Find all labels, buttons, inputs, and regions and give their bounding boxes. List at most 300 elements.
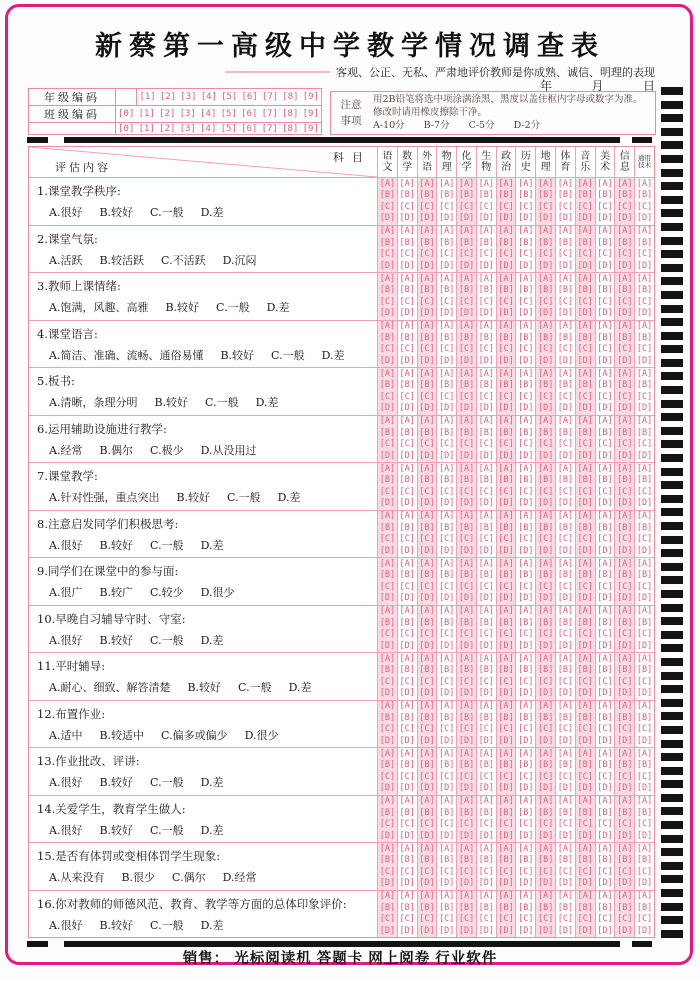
bubble-q1-数学-C[interactable]: [C] — [399, 201, 415, 212]
bubble-q15-数学-A[interactable]: [A] — [399, 843, 415, 854]
bubble-q5-历史-B[interactable]: [B] — [518, 380, 534, 391]
bubble-q13-信息-D[interactable]: [D] — [617, 783, 633, 794]
bubble-q5-信息-C[interactable]: [C] — [617, 391, 633, 402]
bubble-q15-外语-A[interactable]: [A] — [419, 843, 435, 854]
bubble-q9-地理-B[interactable]: [B] — [537, 570, 554, 581]
bubble-q9-历史-D[interactable]: [D] — [518, 593, 534, 604]
bubble-q3-生物-D[interactable]: [D] — [478, 308, 494, 319]
bubble-q12-美术-D[interactable]: [D] — [597, 735, 613, 746]
bubble-q8-历史-C[interactable]: [C] — [518, 534, 534, 545]
bubble-q6-政治-D[interactable]: [D] — [498, 450, 514, 461]
bubble-q7-数学-B[interactable]: [B] — [399, 475, 415, 486]
bubble-q12-物理-B[interactable]: [B] — [439, 712, 455, 723]
bubble-q10-语文-D[interactable]: [D] — [379, 640, 396, 651]
bubble-q10-美术-C[interactable]: [C] — [597, 629, 613, 640]
bubble-q3-地理-C[interactable]: [C] — [537, 296, 554, 307]
bubble-q3-信息-B[interactable]: [B] — [617, 285, 633, 296]
bubble-q7-音乐-B[interactable]: [B] — [577, 475, 593, 486]
bubble-q5-物理-A[interactable]: [A] — [439, 368, 455, 379]
bubble-q3-体育-D[interactable]: [D] — [557, 308, 574, 319]
bubble-q3-体育-C[interactable]: [C] — [557, 296, 574, 307]
bubble-q6-历史-A[interactable]: [A] — [518, 416, 534, 427]
bubble-q13-物理-D[interactable]: [D] — [439, 783, 455, 794]
bubble-q2-生物-D[interactable]: [D] — [478, 260, 494, 271]
bubble-q7-信息-D[interactable]: [D] — [617, 498, 633, 509]
bubble-q8-美术-D[interactable]: [D] — [597, 545, 613, 556]
bubble-q5-数学-C[interactable]: [C] — [399, 391, 415, 402]
grade-digit-9[interactable]: [9] — [302, 92, 319, 102]
bubble-q13-历史-B[interactable]: [B] — [518, 760, 534, 771]
bubble-q5-政治-A[interactable]: [A] — [498, 368, 514, 379]
bubble-q10-政治-A[interactable]: [A] — [498, 606, 514, 617]
bubble-q4-美术-C[interactable]: [C] — [597, 344, 613, 355]
bubble-q7-地理-D[interactable]: [D] — [537, 498, 554, 509]
bubble-q11-体育-B[interactable]: [B] — [557, 665, 574, 676]
bubble-q11-美术-C[interactable]: [C] — [597, 676, 613, 687]
bubble-q3-音乐-A[interactable]: [A] — [577, 273, 593, 284]
bubble-q5-历史-C[interactable]: [C] — [518, 391, 534, 402]
bubble-q7-历史-C[interactable]: [C] — [518, 486, 534, 497]
bubble-q4-历史-B[interactable]: [B] — [518, 332, 534, 343]
bubble-q11-政治-B[interactable]: [B] — [498, 665, 514, 676]
bubble-q11-化学-C[interactable]: [C] — [458, 676, 475, 687]
bubble-q3-语文-B[interactable]: [B] — [379, 285, 396, 296]
bubble-q12-语文-B[interactable]: [B] — [379, 712, 396, 723]
bubble-q10-音乐-A[interactable]: [A] — [577, 606, 593, 617]
bubble-q8-物理-B[interactable]: [B] — [439, 522, 455, 533]
bubble-q13-政治-D[interactable]: [D] — [498, 783, 514, 794]
bubble-q10-体育-A[interactable]: [A] — [557, 606, 574, 617]
bubble-q8-体育-A[interactable]: [A] — [557, 511, 574, 522]
bubble-q3-地理-A[interactable]: [A] — [537, 273, 554, 284]
bubble-q6-政治-A[interactable]: [A] — [498, 416, 514, 427]
bubble-q7-外语-C[interactable]: [C] — [419, 486, 435, 497]
bubble-q2-音乐-C[interactable]: [C] — [577, 249, 593, 260]
bubble-q6-历史-B[interactable]: [B] — [518, 427, 534, 438]
bubble-q6-通用技术-A[interactable]: [A] — [636, 416, 653, 427]
bubble-q7-音乐-C[interactable]: [C] — [577, 486, 593, 497]
bubble-q12-地理-D[interactable]: [D] — [537, 735, 554, 746]
bubble-q16-物理-A[interactable]: [A] — [439, 891, 455, 902]
bubble-q6-美术-A[interactable]: [A] — [597, 416, 613, 427]
bubble-q5-信息-A[interactable]: [A] — [617, 368, 633, 379]
bubble-q9-美术-B[interactable]: [B] — [597, 570, 613, 581]
bubble-q9-音乐-D[interactable]: [D] — [577, 593, 593, 604]
bubble-q5-信息-D[interactable]: [D] — [617, 403, 633, 414]
class-digit-r1-6[interactable]: [6] — [241, 109, 258, 119]
bubble-q5-语文-C[interactable]: [C] — [379, 391, 396, 402]
bubble-q16-体育-C[interactable]: [C] — [557, 914, 574, 925]
bubble-q8-历史-A[interactable]: [A] — [518, 511, 534, 522]
bubble-q2-物理-B[interactable]: [B] — [439, 237, 455, 248]
bubble-q10-生物-C[interactable]: [C] — [478, 629, 494, 640]
bubble-q5-体育-D[interactable]: [D] — [557, 403, 574, 414]
bubble-q16-音乐-A[interactable]: [A] — [577, 891, 593, 902]
bubble-q8-历史-B[interactable]: [B] — [518, 522, 534, 533]
bubble-q12-信息-B[interactable]: [B] — [617, 712, 633, 723]
bubble-q15-数学-D[interactable]: [D] — [399, 878, 415, 889]
bubble-q7-外语-B[interactable]: [B] — [419, 475, 435, 486]
bubble-q13-体育-C[interactable]: [C] — [557, 771, 574, 782]
bubble-q14-生物-A[interactable]: [A] — [478, 796, 494, 807]
bubble-q7-体育-D[interactable]: [D] — [557, 498, 574, 509]
bubble-q11-信息-D[interactable]: [D] — [617, 688, 633, 699]
bubble-q8-数学-A[interactable]: [A] — [399, 511, 415, 522]
bubble-q5-政治-D[interactable]: [D] — [498, 403, 514, 414]
bubble-q9-数学-C[interactable]: [C] — [399, 581, 415, 592]
bubble-q5-外语-A[interactable]: [A] — [419, 368, 435, 379]
bubble-q9-外语-B[interactable]: [B] — [419, 570, 435, 581]
bubble-q1-信息-C[interactable]: [C] — [617, 201, 633, 212]
bubble-q2-语文-D[interactable]: [D] — [379, 260, 396, 271]
bubble-q3-历史-D[interactable]: [D] — [518, 308, 534, 319]
bubble-q12-化学-C[interactable]: [C] — [458, 724, 475, 735]
bubble-q13-美术-D[interactable]: [D] — [597, 783, 613, 794]
bubble-q1-美术-D[interactable]: [D] — [597, 213, 613, 224]
bubble-q2-语文-C[interactable]: [C] — [379, 249, 396, 260]
bubble-q3-体育-B[interactable]: [B] — [557, 285, 574, 296]
bubble-q13-生物-D[interactable]: [D] — [478, 783, 494, 794]
bubble-q11-物理-D[interactable]: [D] — [439, 688, 455, 699]
bubble-q2-历史-D[interactable]: [D] — [518, 260, 534, 271]
bubble-q4-数学-A[interactable]: [A] — [399, 321, 415, 332]
bubble-q1-信息-D[interactable]: [D] — [617, 213, 633, 224]
bubble-q12-体育-D[interactable]: [D] — [557, 735, 574, 746]
bubble-q3-体育-A[interactable]: [A] — [557, 273, 574, 284]
bubble-q8-地理-B[interactable]: [B] — [537, 522, 554, 533]
bubble-q13-外语-C[interactable]: [C] — [419, 771, 435, 782]
bubble-q12-政治-D[interactable]: [D] — [498, 735, 514, 746]
bubble-q7-生物-B[interactable]: [B] — [478, 475, 494, 486]
bubble-q2-体育-A[interactable]: [A] — [557, 226, 574, 237]
bubble-q16-生物-C[interactable]: [C] — [478, 914, 494, 925]
bubble-q16-政治-C[interactable]: [C] — [498, 914, 514, 925]
bubble-q6-美术-D[interactable]: [D] — [597, 450, 613, 461]
bubble-q3-历史-B[interactable]: [B] — [518, 285, 534, 296]
bubble-q15-化学-C[interactable]: [C] — [458, 866, 475, 877]
bubble-q12-体育-C[interactable]: [C] — [557, 724, 574, 735]
bubble-q12-音乐-C[interactable]: [C] — [577, 724, 593, 735]
bubble-q6-音乐-C[interactable]: [C] — [577, 439, 593, 450]
bubble-q14-通用技术-D[interactable]: [D] — [636, 830, 653, 841]
bubble-q8-政治-B[interactable]: [B] — [498, 522, 514, 533]
bubble-q16-生物-A[interactable]: [A] — [478, 891, 494, 902]
bubble-q12-语文-A[interactable]: [A] — [379, 701, 396, 712]
bubble-q15-物理-D[interactable]: [D] — [439, 878, 455, 889]
bubble-q5-历史-A[interactable]: [A] — [518, 368, 534, 379]
bubble-q7-物理-A[interactable]: [A] — [439, 463, 455, 474]
bubble-q10-物理-B[interactable]: [B] — [439, 617, 455, 628]
bubble-q6-历史-C[interactable]: [C] — [518, 439, 534, 450]
bubble-q13-物理-B[interactable]: [B] — [439, 760, 455, 771]
bubble-q12-历史-C[interactable]: [C] — [518, 724, 534, 735]
bubble-q2-体育-D[interactable]: [D] — [557, 260, 574, 271]
bubble-q13-地理-A[interactable]: [A] — [537, 748, 554, 759]
bubble-q5-音乐-A[interactable]: [A] — [577, 368, 593, 379]
bubble-q13-音乐-A[interactable]: [A] — [577, 748, 593, 759]
bubble-q7-语文-D[interactable]: [D] — [379, 498, 396, 509]
bubble-q14-音乐-A[interactable]: [A] — [577, 796, 593, 807]
bubble-q13-通用技术-C[interactable]: [C] — [636, 771, 653, 782]
bubble-q14-外语-B[interactable]: [B] — [419, 807, 435, 818]
bubble-q7-地理-B[interactable]: [B] — [537, 475, 554, 486]
bubble-q16-数学-B[interactable]: [B] — [399, 902, 415, 913]
bubble-q2-政治-D[interactable]: [D] — [498, 260, 514, 271]
bubble-q5-语文-B[interactable]: [B] — [379, 380, 396, 391]
bubble-q16-信息-B[interactable]: [B] — [617, 902, 633, 913]
bubble-q6-音乐-A[interactable]: [A] — [577, 416, 593, 427]
bubble-q9-生物-A[interactable]: [A] — [478, 558, 494, 569]
bubble-q3-美术-D[interactable]: [D] — [597, 308, 613, 319]
bubble-q14-美术-C[interactable]: [C] — [597, 819, 613, 830]
bubble-q15-信息-A[interactable]: [A] — [617, 843, 633, 854]
bubble-q14-物理-B[interactable]: [B] — [439, 807, 455, 818]
bubble-q15-历史-B[interactable]: [B] — [518, 855, 534, 866]
bubble-q12-信息-A[interactable]: [A] — [617, 701, 633, 712]
bubble-q14-地理-C[interactable]: [C] — [537, 819, 554, 830]
bubble-q6-数学-C[interactable]: [C] — [399, 439, 415, 450]
bubble-q7-生物-C[interactable]: [C] — [478, 486, 494, 497]
bubble-q12-地理-B[interactable]: [B] — [537, 712, 554, 723]
bubble-q16-音乐-D[interactable]: [D] — [577, 925, 593, 936]
class-digit-r2-3[interactable]: [3] — [179, 123, 196, 134]
grade-digit-5[interactable]: [5] — [221, 92, 238, 102]
bubble-q13-化学-C[interactable]: [C] — [458, 771, 475, 782]
bubble-q14-化学-C[interactable]: [C] — [458, 819, 475, 830]
bubble-q13-语文-B[interactable]: [B] — [379, 760, 396, 771]
class-digit-r2-7[interactable]: [7] — [261, 123, 278, 134]
bubble-q5-生物-D[interactable]: [D] — [478, 403, 494, 414]
bubble-q10-政治-B[interactable]: [B] — [498, 617, 514, 628]
bubble-q7-政治-A[interactable]: [A] — [498, 463, 514, 474]
bubble-q1-数学-A[interactable]: [A] — [399, 178, 415, 189]
bubble-q16-外语-C[interactable]: [C] — [419, 914, 435, 925]
bubble-q1-生物-C[interactable]: [C] — [478, 201, 494, 212]
bubble-q8-信息-A[interactable]: [A] — [617, 511, 633, 522]
bubble-q3-通用技术-B[interactable]: [B] — [636, 285, 653, 296]
bubble-q5-生物-C[interactable]: [C] — [478, 391, 494, 402]
bubble-q16-美术-C[interactable]: [C] — [597, 914, 613, 925]
bubble-q16-语文-A[interactable]: [A] — [379, 891, 396, 902]
bubble-q5-美术-B[interactable]: [B] — [597, 380, 613, 391]
bubble-q1-信息-B[interactable]: [B] — [617, 190, 633, 201]
bubble-q10-数学-B[interactable]: [B] — [399, 617, 415, 628]
bubble-q9-政治-D[interactable]: [D] — [498, 593, 514, 604]
bubble-q6-政治-B[interactable]: [B] — [498, 427, 514, 438]
bubble-q11-语文-B[interactable]: [B] — [379, 665, 396, 676]
bubble-q13-通用技术-A[interactable]: [A] — [636, 748, 653, 759]
bubble-q13-通用技术-D[interactable]: [D] — [636, 783, 653, 794]
bubble-q10-物理-A[interactable]: [A] — [439, 606, 455, 617]
bubble-q8-政治-C[interactable]: [C] — [498, 534, 514, 545]
grade-digit-8[interactable]: [8] — [282, 92, 299, 102]
bubble-q8-地理-C[interactable]: [C] — [537, 534, 554, 545]
bubble-q10-体育-C[interactable]: [C] — [557, 629, 574, 640]
bubble-q11-地理-A[interactable]: [A] — [537, 653, 554, 664]
bubble-q2-物理-D[interactable]: [D] — [439, 260, 455, 271]
bubble-q9-通用技术-C[interactable]: [C] — [636, 581, 653, 592]
bubble-q16-语文-C[interactable]: [C] — [379, 914, 396, 925]
bubble-q8-信息-D[interactable]: [D] — [617, 545, 633, 556]
bubble-q5-物理-C[interactable]: [C] — [439, 391, 455, 402]
bubble-q9-数学-B[interactable]: [B] — [399, 570, 415, 581]
bubble-q15-信息-B[interactable]: [B] — [617, 855, 633, 866]
bubble-q8-通用技术-A[interactable]: [A] — [636, 511, 653, 522]
bubble-q12-数学-A[interactable]: [A] — [399, 701, 415, 712]
bubble-q15-地理-A[interactable]: [A] — [537, 843, 554, 854]
bubble-q7-化学-D[interactable]: [D] — [458, 498, 475, 509]
bubble-q15-通用技术-C[interactable]: [C] — [636, 866, 653, 877]
bubble-q8-外语-C[interactable]: [C] — [419, 534, 435, 545]
bubble-q15-体育-D[interactable]: [D] — [557, 878, 574, 889]
bubble-q4-政治-C[interactable]: [C] — [498, 344, 514, 355]
bubble-q13-语文-A[interactable]: [A] — [379, 748, 396, 759]
bubble-q4-外语-C[interactable]: [C] — [419, 344, 435, 355]
bubble-q3-数学-D[interactable]: [D] — [399, 308, 415, 319]
bubble-q6-信息-A[interactable]: [A] — [617, 416, 633, 427]
bubble-q1-外语-D[interactable]: [D] — [419, 213, 435, 224]
bubble-q9-语文-D[interactable]: [D] — [379, 593, 396, 604]
bubble-q9-音乐-A[interactable]: [A] — [577, 558, 593, 569]
bubble-q10-美术-A[interactable]: [A] — [597, 606, 613, 617]
bubble-q14-体育-D[interactable]: [D] — [557, 830, 574, 841]
bubble-q1-政治-A[interactable]: [A] — [498, 178, 514, 189]
bubble-q11-信息-A[interactable]: [A] — [617, 653, 633, 664]
bubble-q15-通用技术-B[interactable]: [B] — [636, 855, 653, 866]
bubble-q16-地理-C[interactable]: [C] — [537, 914, 554, 925]
bubble-q2-通用技术-B[interactable]: [B] — [636, 237, 653, 248]
bubble-q13-地理-D[interactable]: [D] — [537, 783, 554, 794]
bubble-q2-物理-A[interactable]: [A] — [439, 226, 455, 237]
bubble-q9-物理-B[interactable]: [B] — [439, 570, 455, 581]
bubble-q5-地理-A[interactable]: [A] — [537, 368, 554, 379]
grade-digit-6[interactable]: [6] — [241, 92, 258, 102]
bubble-q15-通用技术-D[interactable]: [D] — [636, 878, 653, 889]
bubble-q14-体育-B[interactable]: [B] — [557, 807, 574, 818]
bubble-q13-信息-C[interactable]: [C] — [617, 771, 633, 782]
bubble-q4-政治-D[interactable]: [D] — [498, 355, 514, 366]
bubble-q11-化学-D[interactable]: [D] — [458, 688, 475, 699]
bubble-q14-体育-A[interactable]: [A] — [557, 796, 574, 807]
bubble-q14-美术-A[interactable]: [A] — [597, 796, 613, 807]
bubble-q9-信息-C[interactable]: [C] — [617, 581, 633, 592]
bubble-q9-生物-C[interactable]: [C] — [478, 581, 494, 592]
bubble-q2-音乐-A[interactable]: [A] — [577, 226, 593, 237]
bubble-q11-历史-A[interactable]: [A] — [518, 653, 534, 664]
bubble-q7-物理-D[interactable]: [D] — [439, 498, 455, 509]
class-digit-r1-4[interactable]: [4] — [200, 109, 217, 119]
bubble-q16-数学-D[interactable]: [D] — [399, 925, 415, 936]
bubble-q13-政治-C[interactable]: [C] — [498, 771, 514, 782]
bubble-q15-地理-C[interactable]: [C] — [537, 866, 554, 877]
bubble-q10-音乐-B[interactable]: [B] — [577, 617, 593, 628]
bubble-q11-数学-D[interactable]: [D] — [399, 688, 415, 699]
bubble-q6-物理-B[interactable]: [B] — [439, 427, 455, 438]
bubble-q7-外语-D[interactable]: [D] — [419, 498, 435, 509]
bubble-q2-政治-B[interactable]: [B] — [498, 237, 514, 248]
bubble-q10-信息-D[interactable]: [D] — [617, 640, 633, 651]
bubble-q10-美术-B[interactable]: [B] — [597, 617, 613, 628]
bubble-q5-外语-C[interactable]: [C] — [419, 391, 435, 402]
bubble-q2-语文-B[interactable]: [B] — [379, 237, 396, 248]
bubble-q8-通用技术-C[interactable]: [C] — [636, 534, 653, 545]
bubble-q10-语文-B[interactable]: [B] — [379, 617, 396, 628]
bubble-q9-历史-A[interactable]: [A] — [518, 558, 534, 569]
bubble-q15-生物-B[interactable]: [B] — [478, 855, 494, 866]
bubble-q5-体育-B[interactable]: [B] — [557, 380, 574, 391]
bubble-q7-地理-A[interactable]: [A] — [537, 463, 554, 474]
bubble-q16-数学-A[interactable]: [A] — [399, 891, 415, 902]
bubble-q9-物理-C[interactable]: [C] — [439, 581, 455, 592]
bubble-q12-历史-A[interactable]: [A] — [518, 701, 534, 712]
bubble-q14-地理-A[interactable]: [A] — [537, 796, 554, 807]
bubble-q6-政治-C[interactable]: [C] — [498, 439, 514, 450]
bubble-q11-化学-B[interactable]: [B] — [458, 665, 475, 676]
bubble-q14-音乐-B[interactable]: [B] — [577, 807, 593, 818]
bubble-q8-历史-D[interactable]: [D] — [518, 545, 534, 556]
bubble-q12-数学-D[interactable]: [D] — [399, 735, 415, 746]
bubble-q9-数学-A[interactable]: [A] — [399, 558, 415, 569]
bubble-q11-语文-A[interactable]: [A] — [379, 653, 396, 664]
bubble-q3-地理-B[interactable]: [B] — [537, 285, 554, 296]
class-digit-r2-1[interactable]: [1] — [138, 123, 155, 134]
bubble-q1-地理-D[interactable]: [D] — [537, 213, 554, 224]
bubble-q7-历史-D[interactable]: [D] — [518, 498, 534, 509]
bubble-q7-信息-B[interactable]: [B] — [617, 475, 633, 486]
bubble-q1-政治-C[interactable]: [C] — [498, 201, 514, 212]
bubble-q2-美术-A[interactable]: [A] — [597, 226, 613, 237]
bubble-q5-化学-A[interactable]: [A] — [458, 368, 475, 379]
bubble-q1-音乐-B[interactable]: [B] — [577, 190, 593, 201]
bubble-q4-音乐-D[interactable]: [D] — [577, 355, 593, 366]
bubble-q1-通用技术-A[interactable]: [A] — [636, 178, 653, 189]
bubble-q8-数学-D[interactable]: [D] — [399, 545, 415, 556]
bubble-q3-物理-D[interactable]: [D] — [439, 308, 455, 319]
class-digit-r1-3[interactable]: [3] — [179, 109, 196, 119]
bubble-q6-语文-C[interactable]: [C] — [379, 439, 396, 450]
bubble-q4-信息-A[interactable]: [A] — [617, 321, 633, 332]
bubble-q2-音乐-D[interactable]: [D] — [577, 260, 593, 271]
bubble-q14-美术-D[interactable]: [D] — [597, 830, 613, 841]
bubble-q5-体育-C[interactable]: [C] — [557, 391, 574, 402]
bubble-q14-语文-A[interactable]: [A] — [379, 796, 396, 807]
bubble-q15-物理-B[interactable]: [B] — [439, 855, 455, 866]
bubble-q11-音乐-D[interactable]: [D] — [577, 688, 593, 699]
bubble-q4-数学-D[interactable]: [D] — [399, 355, 415, 366]
bubble-q7-数学-D[interactable]: [D] — [399, 498, 415, 509]
bubble-q11-语文-C[interactable]: [C] — [379, 676, 396, 687]
bubble-q8-音乐-C[interactable]: [C] — [577, 534, 593, 545]
bubble-q3-政治-C[interactable]: [C] — [498, 296, 514, 307]
bubble-q12-美术-C[interactable]: [C] — [597, 724, 613, 735]
bubble-q7-通用技术-D[interactable]: [D] — [636, 498, 653, 509]
bubble-q1-物理-B[interactable]: [B] — [439, 190, 455, 201]
bubble-q2-数学-A[interactable]: [A] — [399, 226, 415, 237]
bubble-q2-数学-B[interactable]: [B] — [399, 237, 415, 248]
bubble-q7-政治-C[interactable]: [C] — [498, 486, 514, 497]
bubble-q12-通用技术-A[interactable]: [A] — [636, 701, 653, 712]
bubble-q6-体育-C[interactable]: [C] — [557, 439, 574, 450]
bubble-q14-政治-C[interactable]: [C] — [498, 819, 514, 830]
bubble-q15-历史-C[interactable]: [C] — [518, 866, 534, 877]
bubble-q2-化学-D[interactable]: [D] — [458, 260, 475, 271]
bubble-q6-化学-C[interactable]: [C] — [458, 439, 475, 450]
bubble-q16-体育-A[interactable]: [A] — [557, 891, 574, 902]
bubble-q12-物理-A[interactable]: [A] — [439, 701, 455, 712]
bubble-q15-体育-C[interactable]: [C] — [557, 866, 574, 877]
bubble-q6-地理-A[interactable]: [A] — [537, 416, 554, 427]
bubble-q12-化学-D[interactable]: [D] — [458, 735, 475, 746]
